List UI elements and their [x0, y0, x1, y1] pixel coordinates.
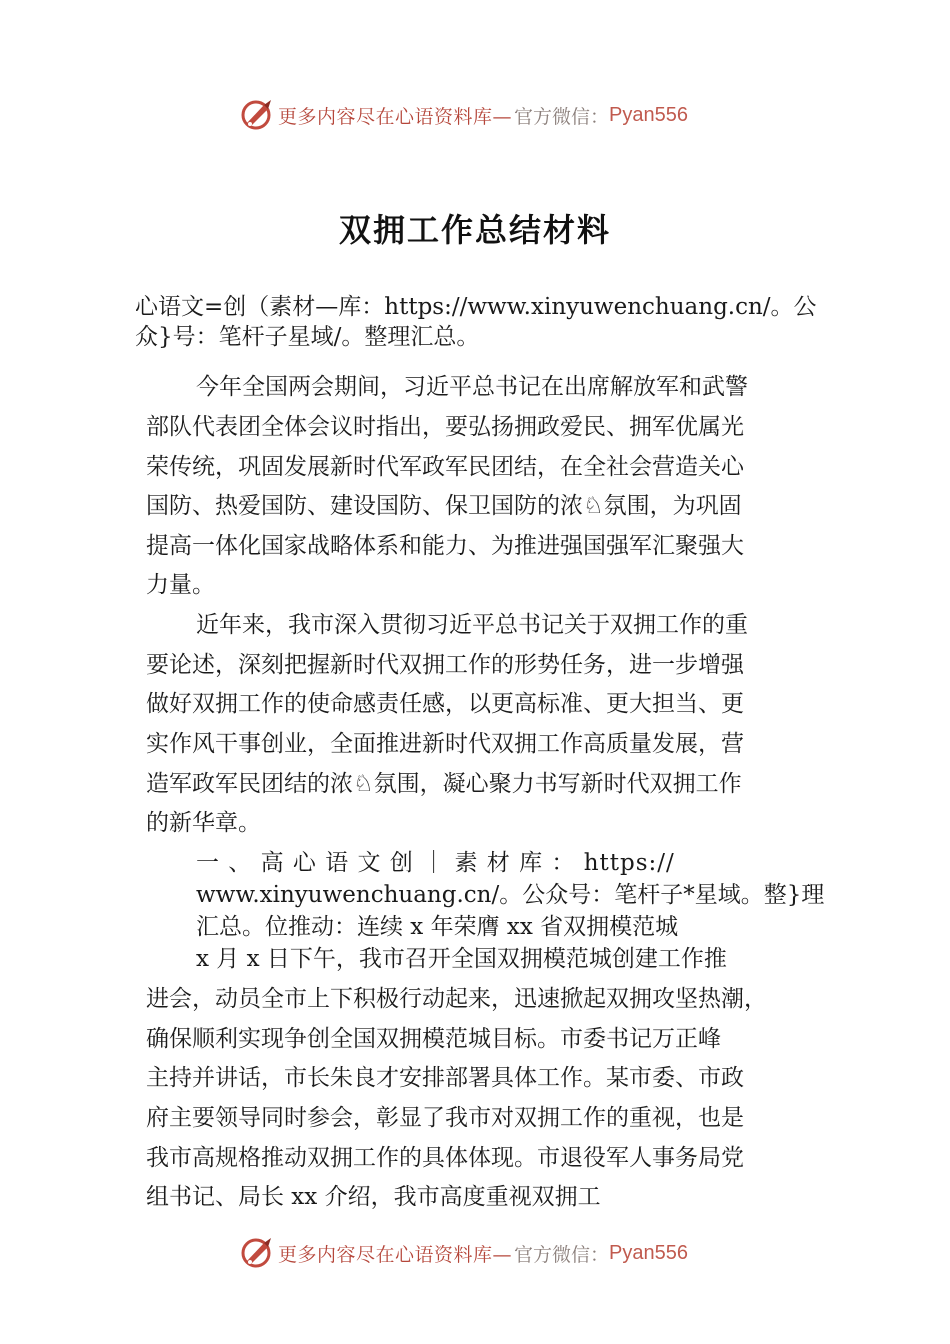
paragraph-line: 确保顺利实现争创全国双拥模范城目标。市委书记万正峰	[146, 1026, 721, 1052]
source-line: 众}号：笔杆子星域/。整理汇总。	[135, 324, 480, 350]
paragraph-line: 部队代表团全体会议时指出，要弘扬拥政爱民、拥军优属光	[146, 414, 744, 440]
section-heading-line: 一 、 高 心 语 文 创 ｜ 素 材 库 ： https://	[196, 850, 675, 876]
source-line: 心语文=创（素材—库：https://www.xinyuwenchuang.cn/。公	[135, 294, 817, 320]
paragraph-line: 我市高规格推动双拥工作的具体体现。市退役军人事务局党	[146, 1145, 744, 1171]
paragraph-line: 要论述，深刻把握新时代双拥工作的形势任务，进一步增强	[146, 652, 744, 678]
quill-logo-icon	[238, 97, 274, 133]
header-banner	[238, 95, 688, 135]
paragraph-line: 实作风干事创业，全面推进新时代双拥工作高质量发展，营	[146, 731, 744, 757]
banner-label: 官方微信：	[514, 105, 610, 128]
paragraph-line: 的新华章。	[146, 810, 261, 836]
document-title: 双拥工作总结材料	[338, 211, 611, 249]
paragraph-line: 组书记、局长 xx 介绍，我市高度重视双拥工	[146, 1184, 601, 1210]
paragraph-line: 主持并讲话，市长朱良才安排部署具体工作。某市委、市政	[146, 1065, 744, 1091]
banner-text: 更多内容尽在心语资料库—	[278, 1243, 513, 1266]
paragraph-line: 今年全国两会期间，习近平总书记在出席解放军和武警	[196, 374, 748, 400]
section-heading-line: 汇总。位推动：连续 x 年荣膺 xx 省双拥模范城	[196, 914, 679, 940]
banner-wechat-id: Pyan556	[609, 1241, 688, 1264]
paragraph-line: 国防、热爱国防、建设国防、保卫国防的浓♘氛围，为巩固	[146, 493, 742, 519]
paragraph-line: 做好双拥工作的使命感责任感，以更高标准、更大担当、更	[146, 691, 744, 717]
banner-wechat-id: Pyan556	[609, 103, 688, 126]
section-heading-line: www.xinyuwenchuang.cn/。公众号：笔杆子*星域。整}理	[196, 882, 825, 908]
paragraph-line: 造军政军民团结的浓♘氛围，凝心聚力书写新时代双拥工作	[146, 771, 742, 797]
banner-label: 官方微信：	[514, 1243, 610, 1266]
paragraph-line: x 月 x 日下午，我市召开全国双拥模范城创建工作推	[196, 946, 727, 972]
footer-banner	[238, 1233, 688, 1273]
paragraph-line: 府主要领导同时参会，彰显了我市对双拥工作的重视，也是	[146, 1105, 744, 1131]
paragraph-line: 荣传统，巩固发展新时代军政军民团结，在全社会营造关心	[146, 454, 744, 480]
paragraph-line: 进会，动员全市上下积极行动起来，迅速掀起双拥攻坚热潮，	[146, 986, 767, 1012]
paragraph-line: 近年来，我市深入贯彻习近平总书记关于双拥工作的重	[196, 612, 748, 638]
paragraph-line: 提高一体化国家战略体系和能力、为推进强国强军汇聚强大	[146, 533, 744, 559]
banner-text: 更多内容尽在心语资料库—	[278, 105, 513, 128]
quill-logo-icon	[238, 1235, 274, 1271]
paragraph-line: 力量。	[146, 572, 215, 598]
